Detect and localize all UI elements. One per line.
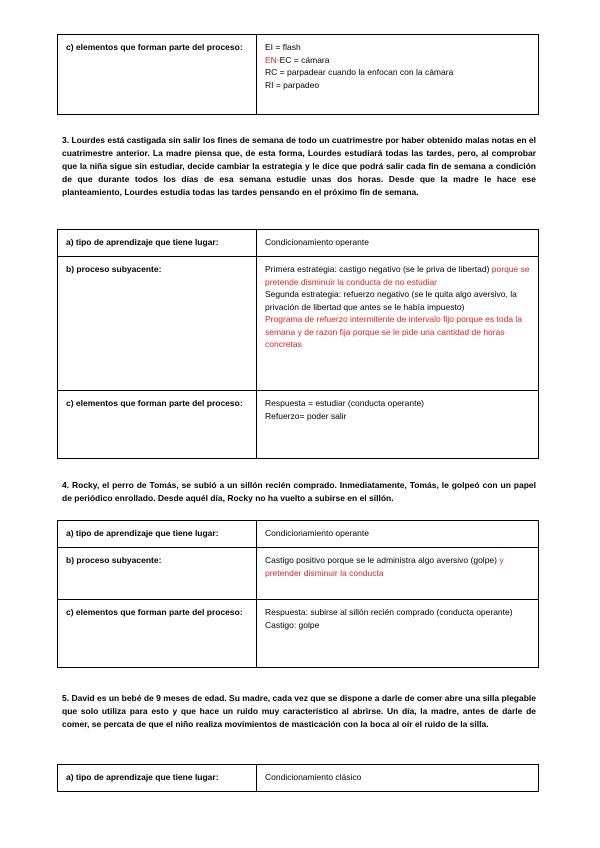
table-q5	[57, 764, 539, 792]
row-value-proceso: Primera estrategia: castigo negativo (se le priva de libertad) porque se pretende disminuir la conducta de no estudiar Segunda estrategia: refuerzo negativo (se le quita algo aversivo, la privación de libertad que antes se le había impuesto) Programa de refuerzo intermitente de intervalo fijo porque es toda la semana y de razon fija porque se le pide una cantidad de horas concretas	[257, 257, 539, 391]
row-label-proceso: b) proceso subyacente:	[58, 257, 257, 391]
row-label-tipo: a) tipo de aprendizaje que tiene lugar:	[58, 230, 257, 257]
table-q4	[57, 520, 539, 668]
question-3-text: 3. Lourdes está castigada sin salir los fines de semana de todo un cuatrimestre por haber obtenido malas notas en el cuatrimestre anterior. La madre piensa que, de esta forma, Lourdes estudiará todas las tardes, pero, al comprobar que la niña sigue sin estudiar, decide cambiar la estrategia y le dice que podrá salir cada fin de semana a condición de que durante todos los días de esa semana estudie unas dos horas. Desde que la madre le hace ese planteamiento, Lourdes estudia todas las tardes pensando en el próximo fin de semana.	[62, 135, 536, 197]
table-q2-elements	[57, 34, 539, 115]
row-value-tipo: Condicionamiento operante	[257, 521, 539, 548]
row-label-tipo: a) tipo de aprendizaje que tiene lugar:	[58, 765, 257, 792]
element-line: RC = parpadear cuando la enfocan con la cámara	[265, 67, 454, 77]
question-4-text: 4. Rocky, el perro de Tomás, se subió a un sillón recién comprado. Inmediatamente, Tomás, le golpeó con un papel de periódico enrollado. Desde aquél día, Rocky no ha vuelto a subirse en el sillón.	[62, 480, 536, 503]
row-value-proceso: Castigo positivo porque se le administra algo aversivo (golpe) y pretender disminuir la conducta	[257, 548, 539, 600]
element-line: EI = flash	[265, 42, 301, 52]
element-line: RI = parpadeo	[265, 79, 320, 90]
row-label-elementos: c) elementos que forman parte del proceso:	[58, 391, 257, 459]
row-value-tipo: Condicionamiento clásico	[257, 765, 539, 792]
row-value-tipo: Condicionamiento operante	[257, 230, 539, 257]
table-q3	[57, 229, 539, 459]
row-label-elementos: c) elementos que forman parte del proceso:	[58, 35, 257, 115]
row-value-elementos: Respuesta: subirse al sillón recién comprado (conducta operante) Castigo: golpe	[257, 600, 539, 668]
row-label-elementos: c) elementos que forman parte del proceso:	[58, 600, 257, 668]
row-value-elementos	[257, 35, 539, 115]
row-value-elementos: Respuesta = estudiar (conducta operante) Refuerzo= poder salir	[257, 391, 539, 459]
element-line: EN-EC = cámara	[265, 54, 330, 65]
row-label-proceso: b) proceso subyacente:	[58, 548, 257, 600]
row-label-tipo: a) tipo de aprendizaje que tiene lugar:	[58, 521, 257, 548]
question-5-text: 5. David es un bebé de 9 meses de edad. Su madre, cada vez que se dispone a darle de comer abre una silla plegable que solo utiliza para esto y que hace un ruido muy característico al abrirse. Un día, la madre, antes de darle de comer, se percata de que el niño realiza movimientos de masticación con la boca al oír el ruido de la silla.	[62, 693, 536, 729]
